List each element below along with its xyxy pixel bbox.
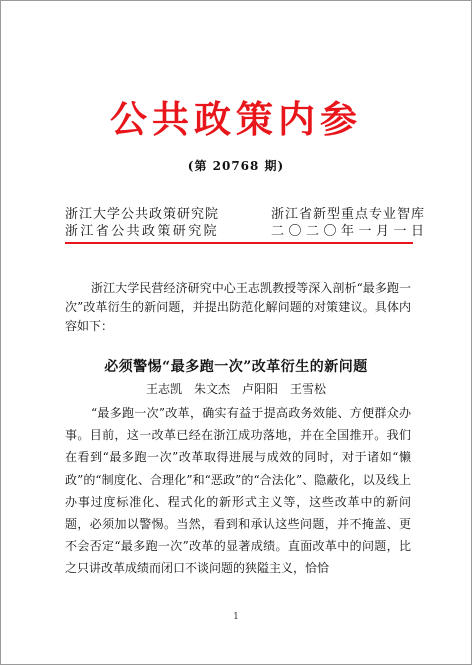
article-authors: 王志凯 朱文杰 卢阳阳 王雪松 (145, 382, 326, 396)
publisher-line-2: 浙江省公共政策研究院 (65, 224, 220, 239)
issue-number: (第 20768 期) (187, 159, 285, 173)
issue-date: 二〇二〇年一月一日 (271, 224, 429, 239)
article-body: “最多跑一次”改革，确实有益于提高政务效能、方便群众办事。目前，这一改革已经在浙江成功落地，并在全国推开。我们在看到“最多跑一次”改革取得进展与成效的同时，对于诸如“懒政”的“制度化、合理化”和“恶政”的“合法化”、隐蔽化，以及线上办事过度标准化、程式化的新形式主义等，这些改革中的新问题，必须加以警惕。当然，看到和承认这些问题，并不掩盖、更不会否定“最多跑一次”改革的显著成绩。直面改革中的问题，比之只讲改革成绩而闭口不谈问题的狭隘主义，恰恰 (65, 406, 411, 576)
masthead-title: 公共政策内参 (110, 98, 362, 141)
intro-paragraph: 浙江大学民营经济研究中心王志凯教授等深入剖析“最多跑一次”改革衍生的新问题，并提出防范化解问题的对策建议。具体内容如下： (65, 281, 411, 333)
article-title: 必须警惕“最多跑一次”改革衍生的新问题 (104, 359, 368, 375)
header-divider (65, 242, 413, 244)
page-number: 1 (233, 612, 239, 622)
think-tank-label: 浙江省新型重点专业智库 (271, 207, 426, 222)
publisher-line-1: 浙江大学公共政策研究院 (65, 207, 220, 222)
